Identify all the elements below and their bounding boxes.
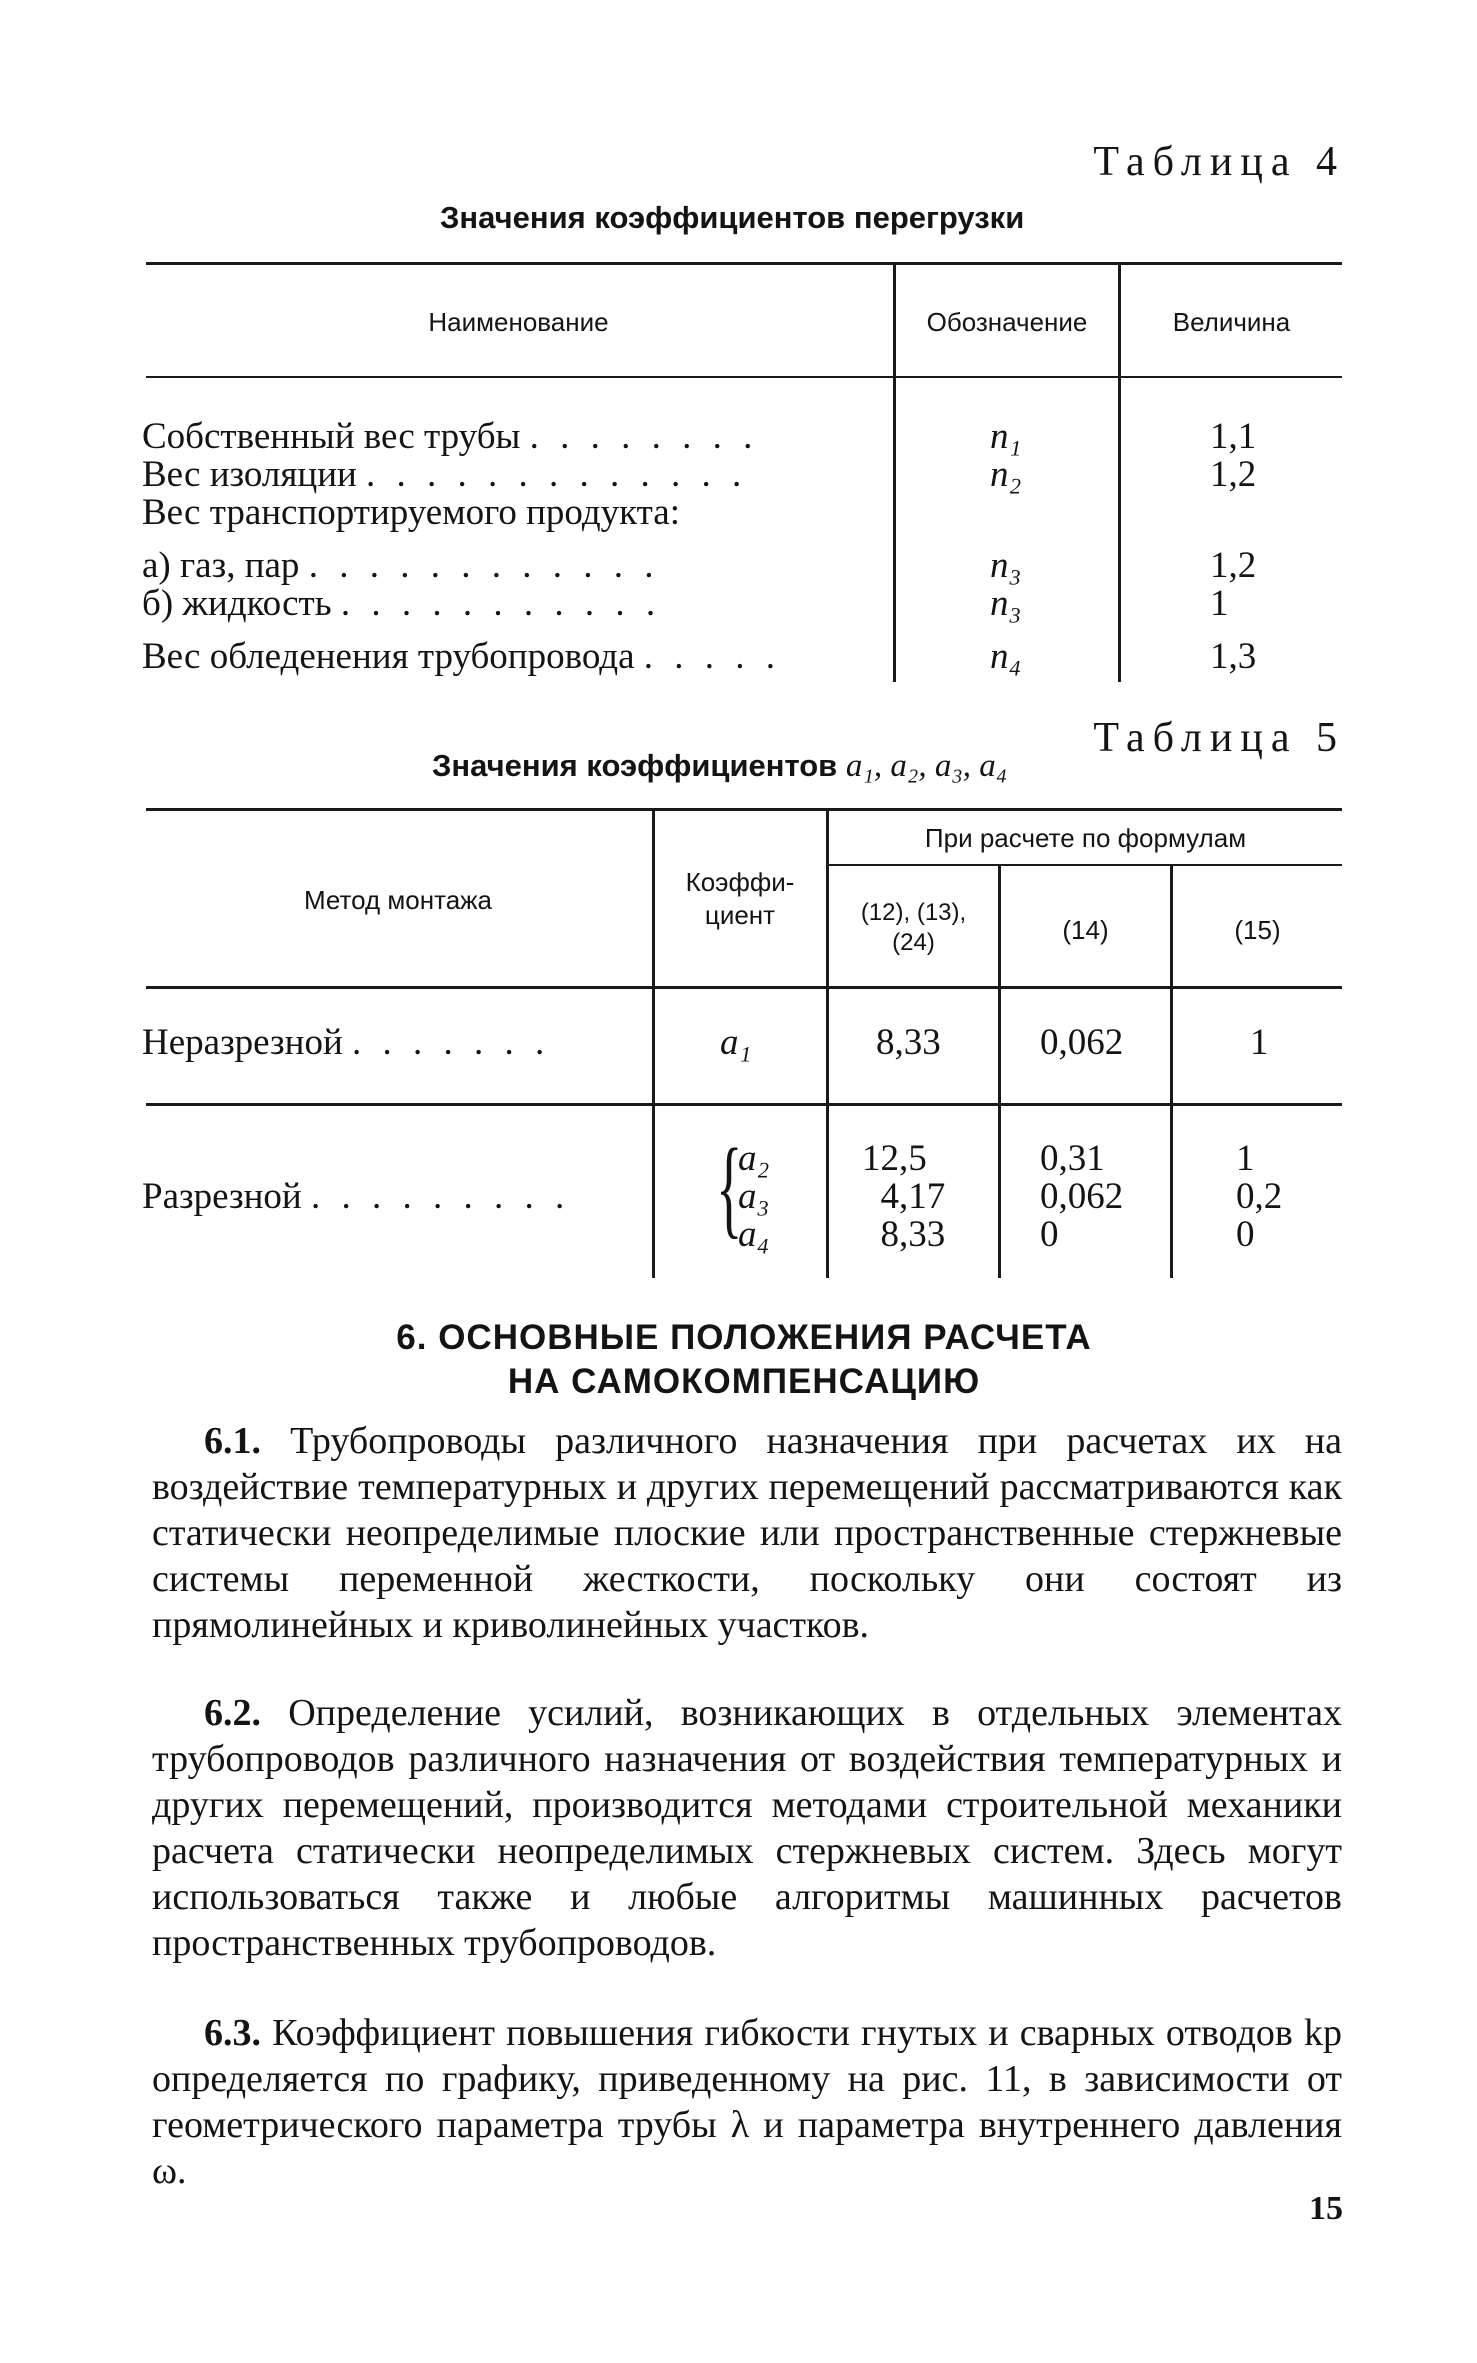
table5-row-value-1: 12,5 4,17 8,33 <box>862 1138 946 1255</box>
table4-row-value: 1,2 <box>1210 545 1257 586</box>
table4-row-symbol: n₄ <box>990 636 1022 677</box>
table5-label: Таблица 5 <box>1093 715 1345 761</box>
table4-row-symbol: n₃ <box>990 545 1022 586</box>
table4-row-name: Вес изоляции . . . . . . . . . . . . . <box>142 454 748 495</box>
table4-row-name: Вес обледенения трубопровода . . . . . <box>142 636 782 677</box>
table4-row-value: 1,3 <box>1210 636 1257 677</box>
table5-row-rule <box>146 1103 1342 1106</box>
section-title-line-2: НА САМОКОМПЕНСАЦИЮ <box>507 1362 981 1401</box>
table5-row-method: Разрезной . . . . . . . . . <box>142 1176 571 1217</box>
table5-formulas-rule <box>828 864 1342 866</box>
table5-row-coef: a₁ <box>720 1022 752 1063</box>
table5-row-value-2: 0,31 0,062 0 <box>1040 1138 1124 1255</box>
section-title-line-1: 6. ОСНОВНЫЕ ПОЛОЖЕНИЯ РАСЧЕТА <box>396 1318 1092 1357</box>
curly-brace-icon: { <box>716 1126 743 1248</box>
paragraph-6-2: 6.2. Определение усилий, возникающих в отдельных элементах трубопроводов различного назначения от воздействия температурных и других перемещений, производится методами строительной механики расчета статически неопределимых стержневых систем. Здесь могут использоваться также и любые алгоритмы машинных расчетов пространственных трубопроводов. <box>152 1692 1342 1964</box>
table5-row-value-2: 0,062 <box>1040 1022 1124 1063</box>
table4-row-name: а) газ, пар . . . . . . . . . . . . <box>142 545 660 586</box>
page-number: 15 <box>1309 2190 1343 2227</box>
table5-row-method: Неразрезной . . . . . . . <box>142 1022 551 1063</box>
table4-header-symbol: Обозначение <box>926 307 1088 337</box>
table4-header-value: Величина <box>1172 307 1291 337</box>
table5-top-rule <box>146 808 1342 811</box>
table5-header-formula-14: (14) <box>1062 915 1109 945</box>
table5-row-value-1: 8,33 <box>876 1022 941 1063</box>
table4-row-value: 1,1 <box>1210 416 1257 457</box>
table5-header-formulas: При расчете по формулам <box>924 823 1247 853</box>
table4-row-symbol: n₃ <box>990 583 1022 624</box>
table4-top-rule <box>146 262 1342 265</box>
paragraph-6-3: 6.3. Коэффициент повышения гибкости гнутых и сварных отводов kр определяется по графику, приведенному на рис. 11, в зависимости от геометрического параметра трубы λ и параметра внутреннего давления ω. <box>152 2012 1342 2192</box>
table4-row-name: Собственный вес трубы . . . . . . . . <box>142 416 759 457</box>
table4-row-symbol: n₂ <box>990 454 1022 495</box>
table4-row-name: б) жидкость . . . . . . . . . . . <box>142 583 662 624</box>
table4-label: Таблица 4 <box>1093 139 1345 185</box>
table4-row-value: 1,2 <box>1210 454 1257 495</box>
table5-header-method: Метод монтажа <box>303 885 493 915</box>
table4-title: Значения коэффициентов перегрузки <box>440 200 1025 235</box>
table4-row-name: Вес транспортируемого продукта: <box>142 492 680 533</box>
table5-col-divider-2 <box>826 808 829 1278</box>
table4-header-rule <box>146 376 1342 378</box>
table5-header-formula-15: (15) <box>1234 915 1281 945</box>
table5-row-value-3: 1 0,2 0 <box>1236 1138 1283 1255</box>
table4-row-symbol: n₁ <box>990 416 1022 457</box>
table5-header-formula-12-13-24: (12), (13), (24) <box>860 899 967 956</box>
table5-row-value-3: 1 <box>1250 1022 1269 1063</box>
table5-header-coef: Коэффи- циент <box>685 867 795 930</box>
table4-header-name: Наименование <box>428 307 609 337</box>
table5-row-coef: a₂ a₃ a₄ <box>738 1138 770 1255</box>
table4-row-value: 1 <box>1210 583 1229 624</box>
paragraph-6-1: 6.1. Трубопроводы различного назначения при расчетах их на воздействие температурных и других перемещений рассматриваются как статически неопределимые плоские или пространственные стержневые системы переменной жесткости, поскольку они состоят из прямолинейных и криволинейных участков. <box>152 1420 1343 1646</box>
table5-title: Значения коэффициентов a₁, a₂, a₃, a₄ <box>432 748 1008 784</box>
table5-header-rule <box>146 986 1342 989</box>
